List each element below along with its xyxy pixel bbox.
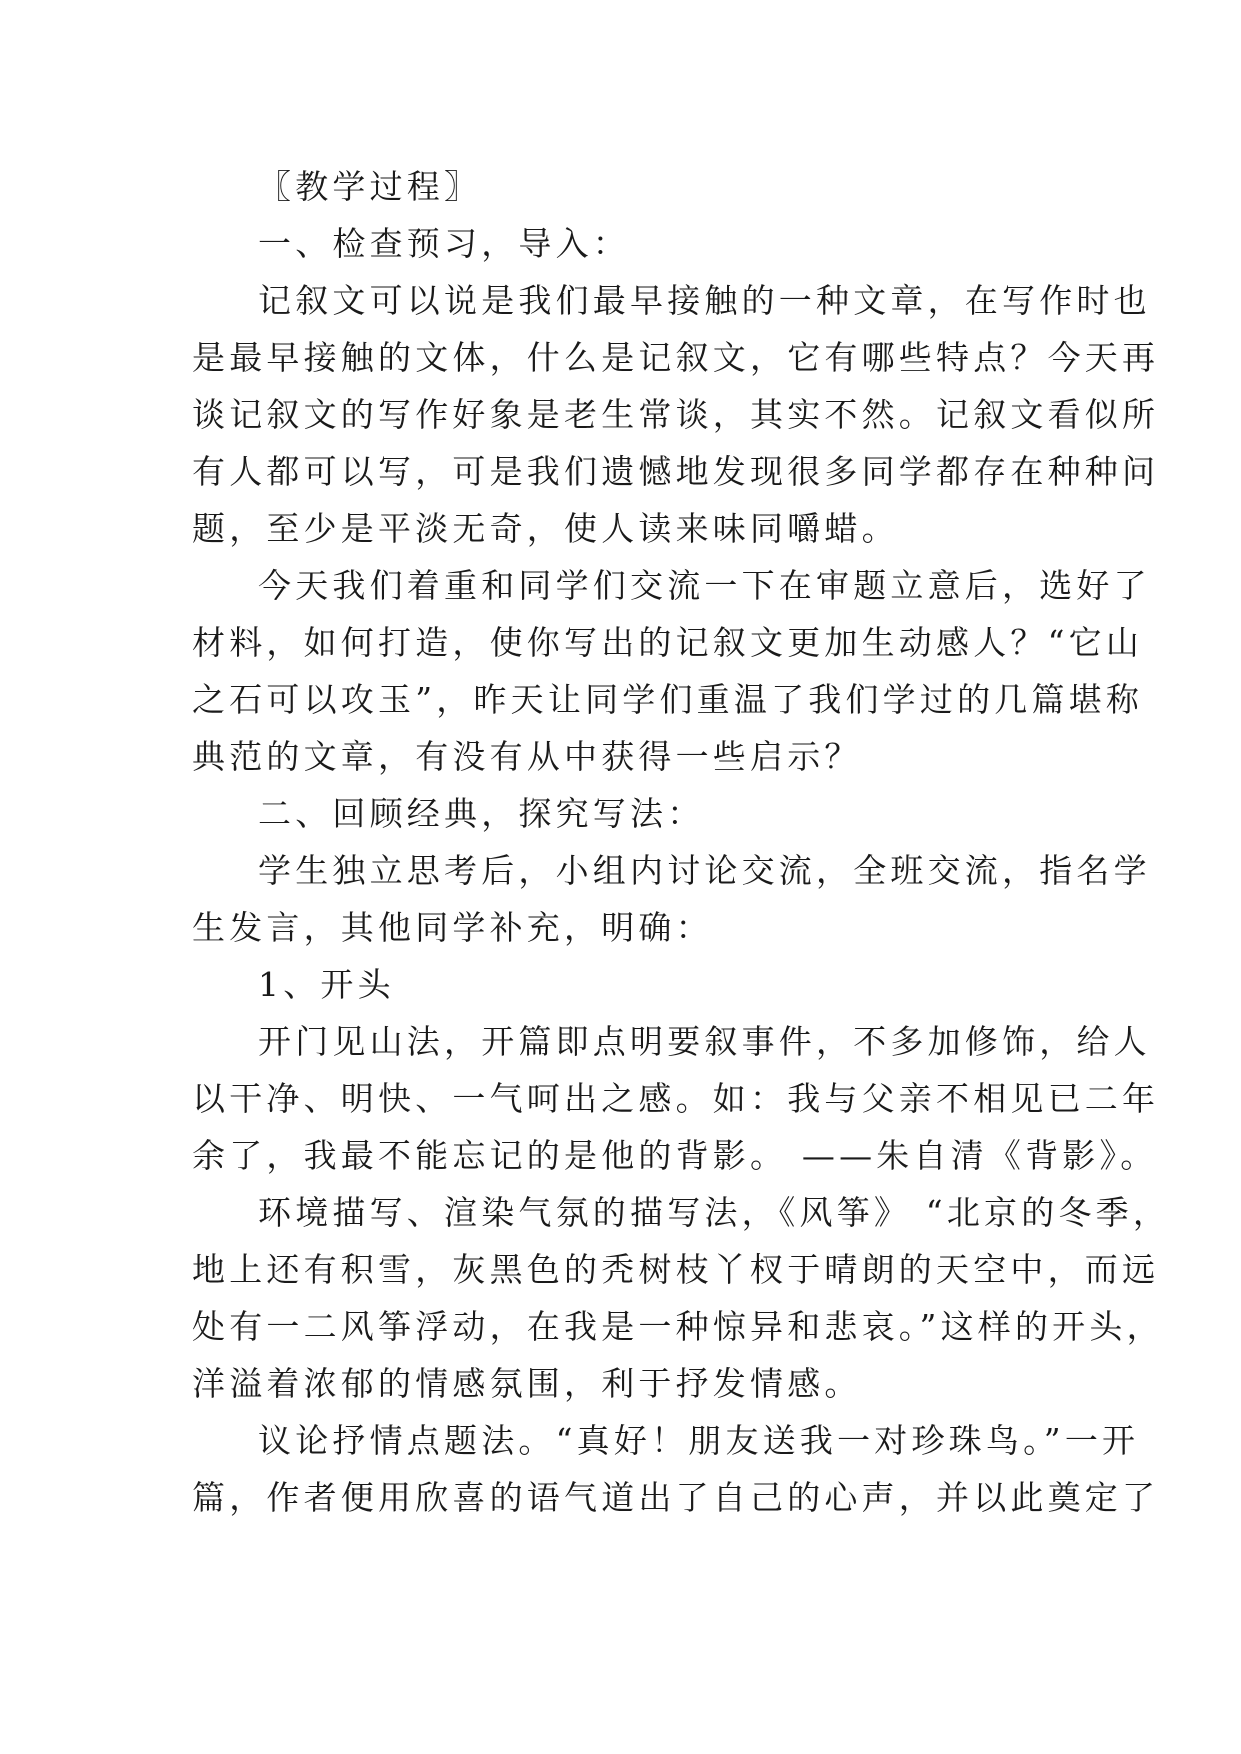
paragraph-line: 记叙文可以说是我们最早接触的一种文章，在写作时也 xyxy=(258,281,1151,320)
paragraph-line: 处有一二风筝浮动，在我是一种惊异和悲哀。”这样的开头， xyxy=(192,1307,1164,1346)
section1-title-text: 一、检查预习，导入： xyxy=(258,224,630,263)
paragraph-line: 开门见山法，开篇即点明要叙事件，不多加修饰，给人 xyxy=(258,1022,1151,1061)
paragraph-2 xyxy=(192,557,1151,785)
heading-text: 〖教学过程〗 xyxy=(258,167,482,206)
paragraph-1 xyxy=(192,272,1160,557)
paragraph-line: 洋溢着浓郁的情感氛围，利于抒发情感。 xyxy=(192,1364,862,1403)
paragraph-line: 地上还有积雪，灰黑色的秃树枝丫杈于晴朗的天空中，而远 xyxy=(192,1250,1160,1289)
paragraph-line: 议论抒情点题法。“真好！朋友送我一对珍珠鸟。”一开 xyxy=(258,1421,1140,1460)
paragraph-line: 题，至少是平淡无奇，使人读来味同嚼蜡。 xyxy=(192,509,899,548)
paragraph-line: 有人都可以写，可是我们遗憾地发现很多同学都存在种种问 xyxy=(192,452,1160,491)
paragraph-line: 今天我们着重和同学们交流一下在审题立意后，选好了 xyxy=(258,566,1151,605)
heading xyxy=(192,158,1074,215)
paragraph-4 xyxy=(192,1013,1160,1184)
section1-title xyxy=(192,215,1074,272)
paragraph-line: 材料，如何打造，使你写出的记叙文更加生动感人？“它山 xyxy=(192,623,1144,662)
document-body xyxy=(192,158,1171,1526)
paragraph-5 xyxy=(192,1184,1171,1412)
paragraph-line: 篇，作者便用欣喜的语气道出了自己的心声，并以此奠定了 xyxy=(192,1478,1160,1517)
subsection1-title xyxy=(192,956,1074,1013)
paragraph-6 xyxy=(192,1412,1160,1526)
paragraph-line: 典范的文章，有没有从中获得一些启示？ xyxy=(192,737,862,776)
paragraph-line: 环境描写、渲染气氛的描写法，《风筝》 “北京的冬季， xyxy=(258,1193,1171,1232)
subsection1-title-text: 1、开头 xyxy=(258,965,395,1004)
paragraph-line: 生发言，其他同学补充，明确： xyxy=(192,908,713,947)
paragraph-line: 余了，我最不能忘记的是他的背影。 ——朱自清《背影》。 xyxy=(192,1136,1158,1175)
paragraph-3 xyxy=(192,842,1151,956)
paragraph-line: 以干净、明快、一气呵出之感。如：我与父亲不相见已二年 xyxy=(192,1079,1160,1118)
paragraph-line: 学生独立思考后，小组内讨论交流，全班交流，指名学 xyxy=(258,851,1151,890)
paragraph-line: 是最早接触的文体，什么是记叙文，它有哪些特点？今天再 xyxy=(192,338,1160,377)
section2-title-text: 二、回顾经典，探究写法： xyxy=(258,794,705,833)
paragraph-line: 谈记叙文的写作好象是老生常谈，其实不然。记叙文看似所 xyxy=(192,395,1160,434)
paragraph-line: 之石可以攻玉”，昨天让同学们重温了我们学过的几篇堪称 xyxy=(192,680,1144,719)
section2-title xyxy=(192,785,1074,842)
